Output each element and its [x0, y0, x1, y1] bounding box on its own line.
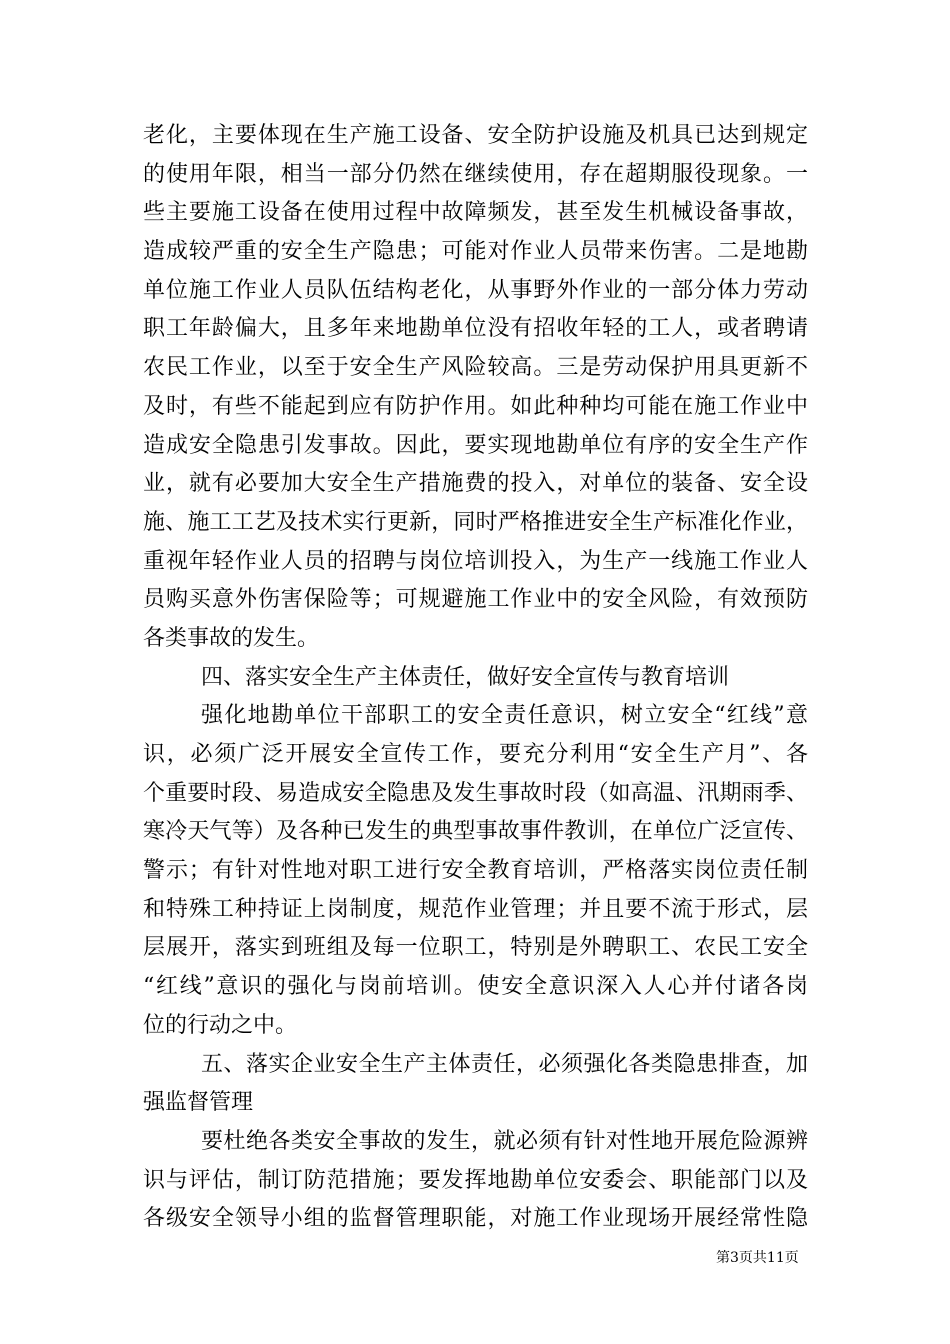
footer-suffix: 页	[784, 1250, 799, 1266]
body-text	[143, 117, 808, 1239]
page-footer	[716, 1247, 799, 1267]
text-line: 职工年龄偏大，且多年来地勘单位没有招收年轻的工人，或者聘请	[143, 316, 808, 342]
text-line: 五、落实企业安全生产主体责任，必须强化各类隐患排查，加	[201, 1051, 808, 1077]
text-line: 强化地勘单位干部职工的安全责任意识，树立安全“红线”意	[201, 703, 808, 729]
footer-middle: 页共	[738, 1250, 767, 1266]
text-line: 四、落实安全生产主体责任，做好安全宣传与教育培训	[201, 664, 730, 690]
text-line: 警示；有针对性地对职工进行安全教育培训，严格落实岗位责任制	[143, 858, 808, 884]
text-line: 单位施工作业人员队伍结构老化，从事野外作业的一部分体力劳动	[143, 277, 808, 303]
text-line: 重视年轻作业人员的招聘与岗位培训投入，为生产一线施工作业人	[143, 548, 808, 574]
text-line: 识，必须广泛开展安全宣传工作，要充分利用“安全生产月”、各	[143, 742, 808, 767]
footer-current-page: 3	[730, 1250, 739, 1266]
text-line: 和特殊工种持证上岗制度，规范作业管理；并且要不流于形式，层	[143, 896, 808, 922]
text-line: 些主要施工设备在使用过程中故障频发，甚至发生机械设备事故，	[143, 200, 808, 226]
text-line: 造成较严重的安全生产隐患；可能对作业人员带来伤害。二是地勘	[143, 239, 808, 265]
text-line: 位的行动之中。	[143, 1012, 298, 1038]
text-line: 的使用年限，相当一部分仍然在继续使用，存在超期服役现象。一	[143, 161, 808, 187]
text-line: 强监督管理	[143, 1090, 254, 1116]
text-line: 业，就有必要加大安全生产措施费的投入，对单位的装备、安全设	[143, 471, 808, 497]
text-line: 要杜绝各类安全事故的发生，就必须有针对性地开展危险源辨	[201, 1128, 808, 1154]
text-line: 识与评估，制订防范措施；要发挥地勘单位安委会、职能部门以及	[143, 1167, 808, 1193]
footer-total-pages: 11	[766, 1250, 785, 1266]
text-line: 施、施工工艺及技术实行更新，同时严格推进安全生产标准化作业，	[143, 509, 808, 535]
text-line: 各级安全领导小组的监督管理职能，对施工作业现场开展经常性隐	[143, 1206, 808, 1232]
text-line: 员购买意外伤害保险等；可规避施工作业中的安全风险，有效预防	[143, 587, 808, 613]
footer-prefix: 第	[716, 1250, 730, 1266]
text-line: 及时，有些不能起到应有防护作用。如此种种均可能在施工作业中	[143, 393, 808, 419]
text-line: 农民工作业，以至于安全生产风险较高。三是劳动保护用具更新不	[143, 355, 808, 381]
text-line: 造成安全隐患引发事故。因此，要实现地勘单位有序的安全生产作	[143, 432, 808, 458]
text-line: 个重要时段、易造成安全隐患及发生事故时段（如高温、汛期雨季、	[143, 780, 808, 806]
text-line: “红线”意识的强化与岗前培训。使安全意识深入人心并付诸各岗	[143, 974, 808, 1000]
text-line: 层展开，落实到班组及每一位职工，特别是外聘职工、农民工安全	[143, 935, 808, 961]
text-line: 寒冷天气等）及各种已发生的典型事故事件教训，在单位广泛宣传、	[143, 819, 808, 845]
text-line: 各类事故的发生。	[143, 625, 320, 651]
text-line: 老化，主要体现在生产施工设备、安全防护设施及机具已达到规定	[143, 123, 808, 148]
